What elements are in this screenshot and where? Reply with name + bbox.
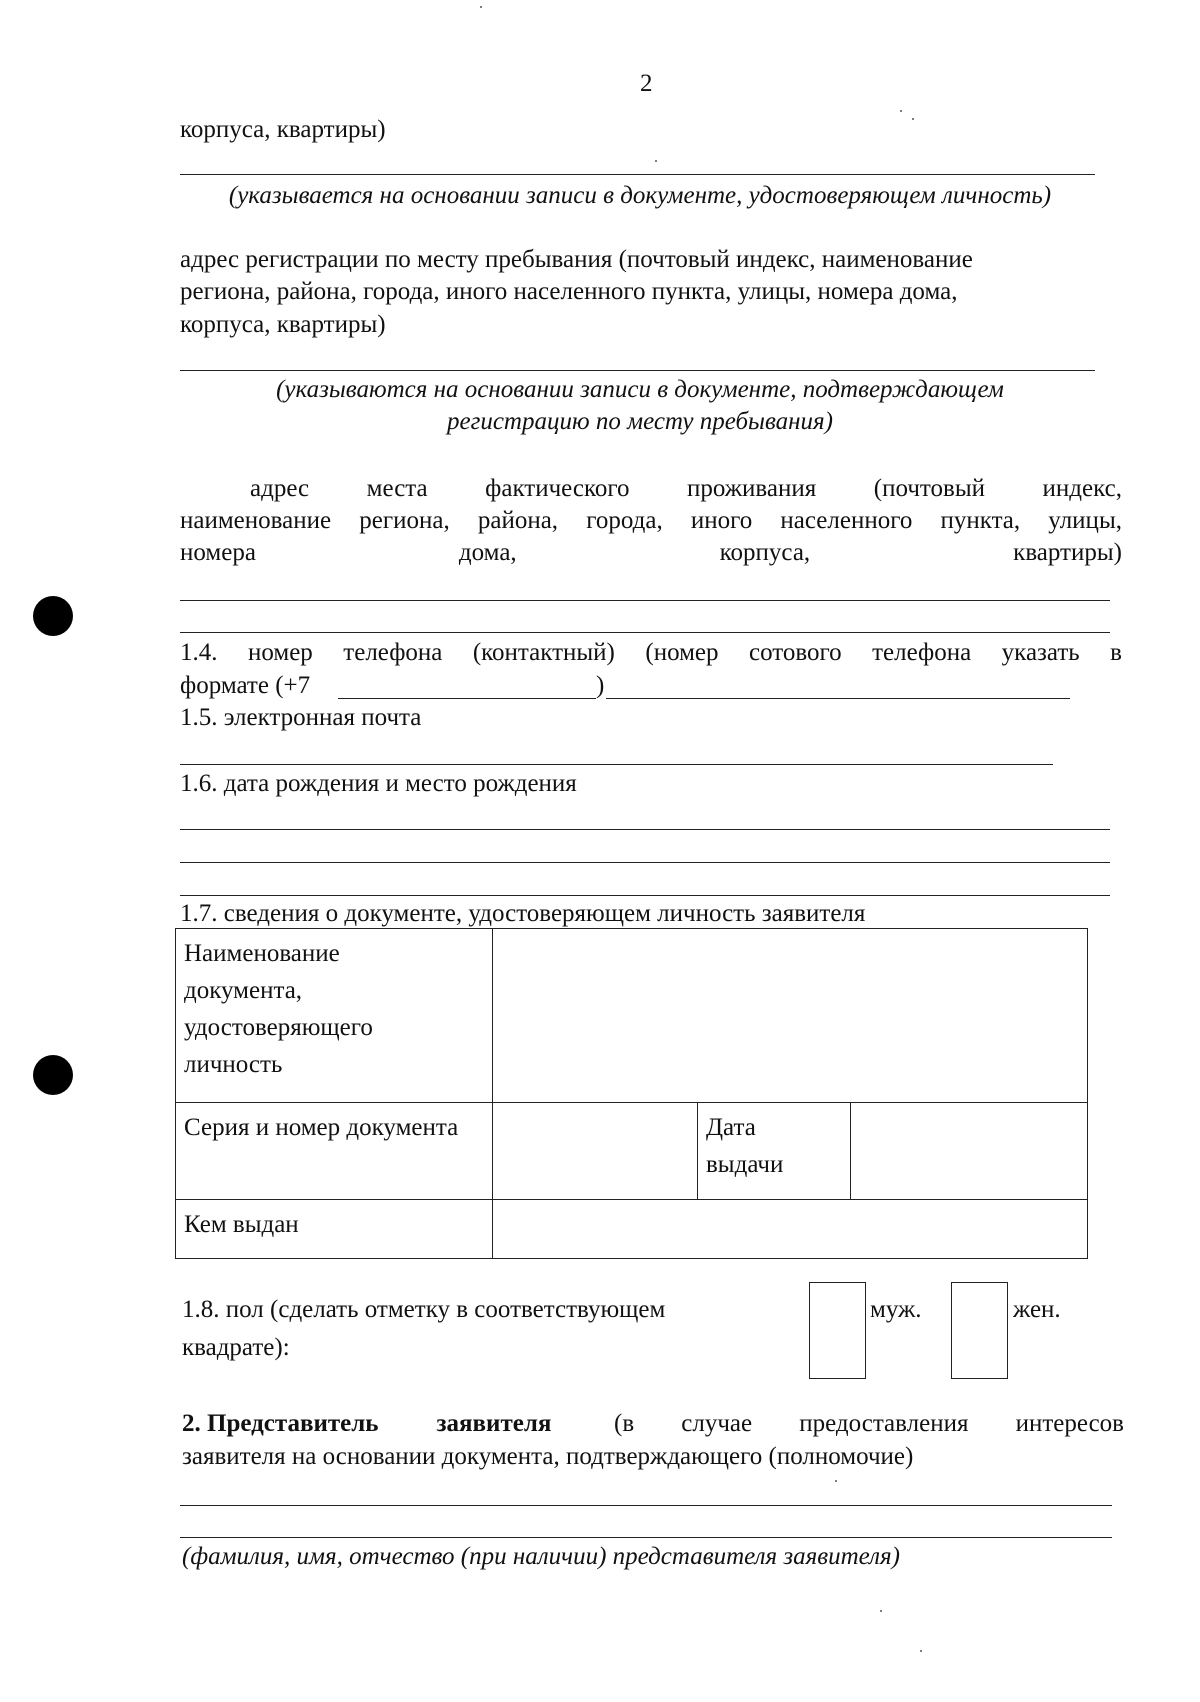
actual-text-line1: адрес места фактического проживания (почтовый индекс, bbox=[250, 475, 1122, 502]
punch-hole-top bbox=[33, 596, 73, 636]
birth-label: 1.6. дата рождения и место рождения bbox=[180, 770, 577, 797]
actual-address-field-1[interactable] bbox=[180, 600, 1110, 601]
phone-close-paren: ) bbox=[596, 672, 605, 699]
stay-hint-line2: регистрацию по месту пребывания) bbox=[446, 408, 834, 435]
id-doc-date-label-1: Дата bbox=[706, 1114, 756, 1141]
gender-female-checkbox[interactable] bbox=[951, 1282, 1008, 1379]
actual-address-field-2[interactable] bbox=[180, 632, 1110, 633]
stay-address-field[interactable] bbox=[180, 370, 1095, 371]
gender-female-label: жен. bbox=[1013, 1296, 1061, 1323]
scan-speck bbox=[920, 1650, 922, 1652]
stay-text-line1: адрес регистрации по месту пребывания (почтовый индекс, наименование bbox=[180, 246, 973, 273]
scan-speck bbox=[480, 6, 482, 8]
scan-speck bbox=[900, 110, 902, 112]
id-doc-date-label-2: выдачи bbox=[706, 1151, 784, 1178]
email-label: 1.5. электронная почта bbox=[180, 704, 422, 731]
punch-hole-bottom bbox=[33, 1055, 73, 1095]
gender-label-line2: квадрате): bbox=[182, 1334, 290, 1361]
email-field[interactable] bbox=[180, 764, 1053, 765]
id-doc-name-label-4: личность bbox=[184, 1051, 283, 1078]
phone-code-field[interactable] bbox=[338, 698, 596, 699]
id-doc-issued-by-label: Кем выдан bbox=[176, 1200, 493, 1259]
birth-field-1[interactable] bbox=[180, 829, 1110, 830]
phone-number-field[interactable] bbox=[606, 698, 1070, 699]
id-doc-name-field[interactable] bbox=[493, 929, 1088, 1103]
birth-field-3[interactable] bbox=[180, 895, 1110, 896]
representative-hint: (фамилия, имя, отчество (при наличии) представителя заявителя) bbox=[182, 1543, 901, 1570]
representative-line2: заявителя на основании документа, подтверждающего (полномочие) bbox=[182, 1443, 914, 1470]
representative-line1-rest: (в случае предоставления интересов bbox=[614, 1410, 1124, 1437]
id-doc-name-label-3: удостоверяющего bbox=[184, 1014, 373, 1041]
birth-field-2[interactable] bbox=[180, 862, 1110, 863]
residence-tail-text: корпуса, квартиры) bbox=[180, 116, 386, 143]
id-doc-series-label: Серия и номер документа bbox=[176, 1103, 493, 1200]
representative-heading-line1 bbox=[182, 1408, 1124, 1440]
id-doc-table bbox=[175, 928, 1088, 1259]
id-doc-name-label-cell bbox=[176, 929, 493, 1103]
residence-hint: (указывается на основании записи в документе, удостоверяющем личность) bbox=[228, 182, 1052, 209]
id-doc-issued-by-field[interactable] bbox=[493, 1200, 1088, 1259]
representative-field-2[interactable] bbox=[180, 1537, 1112, 1538]
stay-hint-line1: (указываются на основании записи в документе, подтверждающем bbox=[276, 376, 1004, 403]
phone-prefix: формате (+7 bbox=[180, 672, 311, 699]
scan-speck bbox=[655, 160, 657, 162]
actual-text-line2: наименование региона, района, города, иного населенного пункта, улицы, bbox=[180, 507, 1122, 534]
gender-male-label: муж. bbox=[870, 1296, 922, 1323]
scan-speck bbox=[880, 1610, 882, 1612]
page-number: 2 bbox=[640, 70, 653, 97]
representative-heading-left bbox=[182, 1408, 551, 1440]
stay-text-line2: региона, района, города, иного населенного пункта, улицы, номера дома, bbox=[180, 278, 958, 305]
representative-field-1[interactable] bbox=[180, 1505, 1112, 1506]
id-doc-name-label-1: Наименование bbox=[184, 940, 340, 967]
id-doc-label: 1.7. сведения о документе, удостоверяющем личность заявителя bbox=[180, 900, 866, 927]
representative-heading-b: заявителя bbox=[436, 1410, 552, 1437]
id-doc-date-field[interactable] bbox=[851, 1103, 1088, 1200]
gender-label-line1: 1.8. пол (сделать отметку в соответствующем bbox=[182, 1296, 666, 1323]
scan-speck bbox=[835, 1480, 837, 1482]
stay-text-line3: корпуса, квартиры) bbox=[180, 311, 386, 338]
actual-text-line3: номера дома, корпуса, квартиры) bbox=[180, 539, 1122, 566]
id-doc-date-label-cell bbox=[698, 1103, 851, 1200]
phone-label-line1: 1.4. номер телефона (контактный) (номер сотового телефона указать в bbox=[180, 639, 1122, 666]
representative-heading-a: 2. Представитель bbox=[182, 1410, 379, 1437]
scan-speck bbox=[912, 118, 914, 120]
id-doc-series-field[interactable] bbox=[493, 1103, 698, 1200]
residence-address-field[interactable] bbox=[180, 174, 1095, 175]
id-doc-name-label-2: документа, bbox=[184, 977, 303, 1004]
gender-male-checkbox[interactable] bbox=[809, 1282, 866, 1379]
